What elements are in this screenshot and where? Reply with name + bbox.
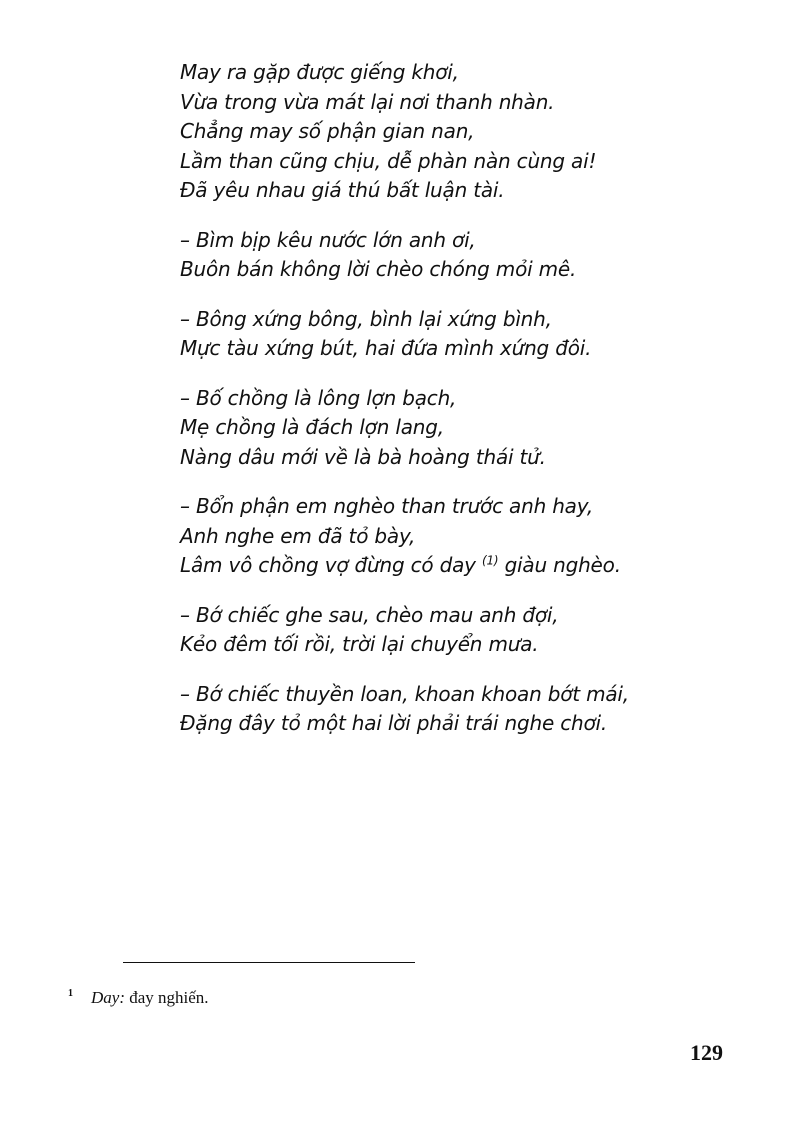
poem-line: Đặng đây tỏ một hai lời phải trái nghe chơi.	[180, 711, 608, 735]
footnote	[68, 988, 209, 1008]
stanza-1	[180, 58, 740, 206]
poem-line: – Bớ chiếc thuyền loan, khoan khoan bớt mái,	[180, 681, 629, 706]
poem-line-part: Lâm vô chồng vợ đừng có day	[180, 553, 476, 577]
poem-line: Buôn bán không lời chèo chóng mỏi mê.	[180, 257, 577, 281]
footnote-marker: (1)	[481, 553, 499, 568]
poem-line: – Bông xứng bông, bình lại xứng bình,	[180, 306, 552, 331]
poem-line: Đã yêu nhau giá thú bất luận tài.	[180, 178, 505, 202]
footnote-divider	[123, 962, 415, 963]
poem-line: Lầm than cũng chịu, dễ phàn nàn cùng ai!	[180, 148, 597, 173]
poem-line-with-footnote	[180, 551, 740, 581]
stanza-5	[180, 492, 740, 581]
poem-line: – Bìm bịp kêu nước lớn anh ơi,	[180, 227, 476, 252]
page-number: 129	[690, 1040, 723, 1065]
stanza-3	[180, 305, 740, 364]
poem-line: Mực tàu xứng bút, hai đứa mình xứng đôi.	[180, 336, 592, 360]
stanza-6	[180, 601, 740, 660]
footnote-number: 1	[68, 988, 73, 1000]
poem-text	[180, 58, 740, 759]
poem-line: – Bố chồng là lông lợn bạch,	[180, 385, 457, 410]
stanza-2	[180, 226, 740, 285]
poem-line: – Bổn phận em nghèo than trước anh hay,	[180, 494, 593, 518]
poem-line: Anh nghe em đã tỏ bày,	[180, 523, 416, 548]
poem-line: Mẹ chồng là đách lợn lang,	[180, 415, 444, 439]
footnote-term: Day:	[91, 988, 125, 1007]
poem-line: Nàng dâu mới về là bà hoàng thái tử.	[180, 444, 546, 469]
poem-line: – Bớ chiếc ghe sau, chèo mau anh đợi,	[180, 602, 559, 627]
stanza-4	[180, 384, 740, 473]
poem-line: May ra gặp được giếng khơi,	[180, 60, 459, 84]
poem-line: Chẳng may số phận gian nan,	[180, 119, 475, 143]
poem-line-part: giàu nghèo.	[504, 553, 621, 577]
footnote-text: đay nghiến.	[124, 988, 209, 1007]
poem-line: Vừa trong vừa mát lại nơi thanh nhàn.	[180, 89, 555, 114]
stanza-7	[180, 680, 740, 739]
poem-line: Kẻo đêm tối rồi, trời lại chuyển mưa.	[180, 632, 539, 656]
